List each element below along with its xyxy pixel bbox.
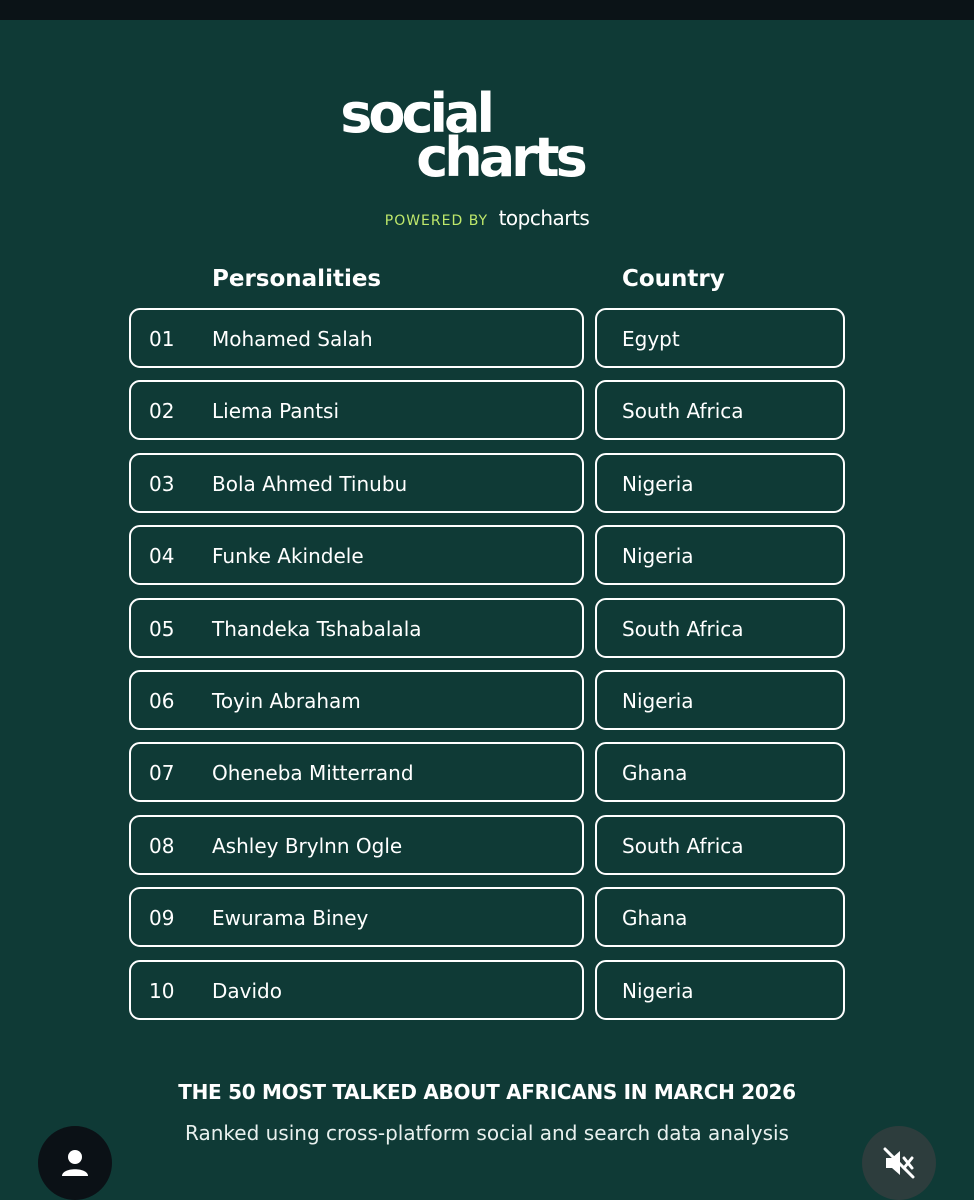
table-row xyxy=(0,670,974,730)
country-cell xyxy=(595,960,845,1020)
personality-cell xyxy=(129,525,584,585)
personality-name: Mohamed Salah xyxy=(212,327,373,351)
column-header-personalities: Personalities xyxy=(212,266,382,292)
table-row xyxy=(0,598,974,658)
column-header-country: Country xyxy=(622,266,725,292)
speaker-muted-icon xyxy=(881,1145,917,1181)
personality-cell xyxy=(129,742,584,802)
country-cell xyxy=(595,453,845,513)
rank-number: 06 xyxy=(149,689,175,713)
country-name: Nigeria xyxy=(622,689,694,713)
personality-name: Ashley Brylnn Ogle xyxy=(212,834,403,858)
personality-name: Ewurama Biney xyxy=(212,906,369,930)
rank-number: 05 xyxy=(149,617,175,641)
personality-cell xyxy=(129,380,584,440)
country-cell xyxy=(595,670,845,730)
country-name: South Africa xyxy=(622,617,744,641)
mute-toggle-button[interactable] xyxy=(862,1126,936,1200)
table-row xyxy=(0,453,974,513)
personality-cell xyxy=(129,960,584,1020)
country-name: Egypt xyxy=(622,327,680,351)
country-name: Ghana xyxy=(622,761,688,785)
personality-name: Liema Pantsi xyxy=(212,399,340,423)
personality-name: Toyin Abraham xyxy=(212,689,361,713)
personality-name: Bola Ahmed Tinubu xyxy=(212,472,408,496)
personality-cell xyxy=(129,670,584,730)
country-name: South Africa xyxy=(622,399,744,423)
top-status-bar xyxy=(0,0,974,20)
personality-name: Thandeka Tshabalala xyxy=(212,617,422,641)
country-cell xyxy=(595,887,845,947)
table-row xyxy=(0,308,974,368)
country-cell xyxy=(595,742,845,802)
personality-cell xyxy=(129,453,584,513)
rank-number: 10 xyxy=(149,979,175,1003)
personality-name: Davido xyxy=(212,979,282,1003)
country-name: Ghana xyxy=(622,906,688,930)
powered-by-line xyxy=(0,206,974,230)
rank-number: 02 xyxy=(149,399,175,423)
rank-number: 09 xyxy=(149,906,175,930)
table-row xyxy=(0,525,974,585)
personality-name: Oheneba Mitterrand xyxy=(212,761,414,785)
country-name: Nigeria xyxy=(622,979,694,1003)
country-name: Nigeria xyxy=(622,472,694,496)
rank-number: 03 xyxy=(149,472,175,496)
table-row xyxy=(0,380,974,440)
rank-number: 01 xyxy=(149,327,175,351)
table-row xyxy=(0,887,974,947)
personality-name: Funke Akindele xyxy=(212,544,364,568)
country-cell xyxy=(595,815,845,875)
country-cell xyxy=(595,598,845,658)
rank-number: 08 xyxy=(149,834,175,858)
footer-title: THE 50 MOST TALKED ABOUT AFRICANS IN MARCH 2026 xyxy=(178,1080,796,1104)
topcharts-brand: topcharts xyxy=(498,206,590,230)
rank-number: 07 xyxy=(149,761,175,785)
rank-number: 04 xyxy=(149,544,175,568)
logo-line-2: charts xyxy=(416,126,584,189)
country-cell xyxy=(595,308,845,368)
personality-cell xyxy=(129,598,584,658)
table-row xyxy=(0,742,974,802)
footer-subtitle: Ranked using cross-platform social and search data analysis xyxy=(185,1121,789,1145)
table-row xyxy=(0,815,974,875)
user-icon xyxy=(57,1145,93,1181)
country-cell xyxy=(595,525,845,585)
country-name: South Africa xyxy=(622,834,744,858)
personality-cell xyxy=(129,308,584,368)
logo-line-1: social xyxy=(340,82,491,145)
profile-button[interactable] xyxy=(38,1126,112,1200)
powered-by-label: POWERED BY xyxy=(384,213,489,229)
table-row xyxy=(0,960,974,1020)
country-cell xyxy=(595,380,845,440)
social-charts-logo xyxy=(0,82,974,189)
country-name: Nigeria xyxy=(622,544,694,568)
personality-cell xyxy=(129,815,584,875)
personality-cell xyxy=(129,887,584,947)
